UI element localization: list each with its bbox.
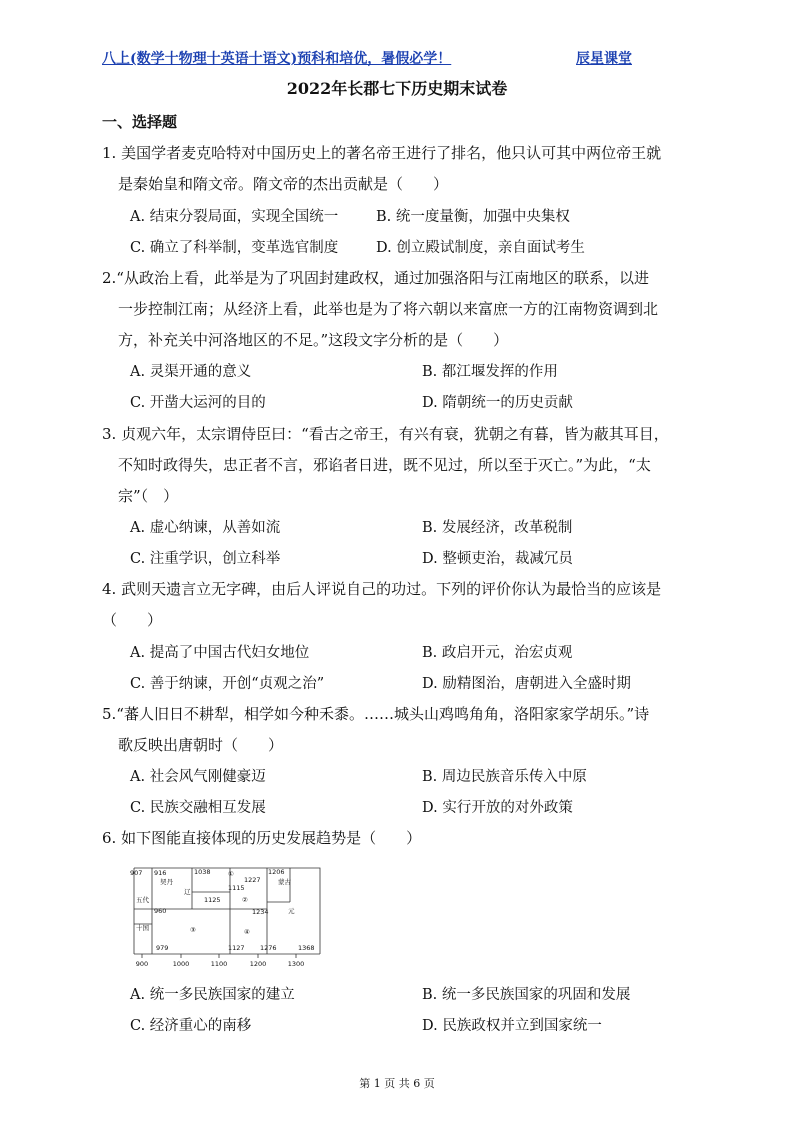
question-4-line-1: 4. 武则天遗言立无字碑，由后人评说自己的功过。下列的评价你认为最恰当的应该是 — [102, 580, 662, 598]
question-3-line-1: 3. 贞观六年，太宗谓侍臣曰：“看古之帝王，有兴有衰，犹朝之有暮，皆为蔽其耳目， — [102, 425, 669, 443]
map-label-circle-3: ③ — [190, 926, 196, 934]
map-label-1276: 1276 — [260, 944, 277, 952]
question-5-option-b: B. 周边民族音乐传入中原 — [422, 769, 587, 785]
map-axis-1100: 1100 — [210, 960, 228, 968]
map-axis-1000: 1000 — [172, 960, 190, 968]
map-axis-1200: 1200 — [249, 960, 267, 968]
map-label-916: 916 — [154, 869, 167, 877]
question-1-option-b: B. 统一度量衡，加强中央集权 — [376, 209, 570, 225]
question-5-option-a: A. 社会风气刚健豪迈 — [130, 769, 266, 785]
map-label-circle-2: ② — [242, 896, 248, 904]
question-6-line-1: 6. 如下图能直接体现的历史发展趋势是（ ） — [102, 829, 422, 847]
map-label-1127: 1127 — [228, 944, 245, 952]
question-2-option-a: A. 灵渠开通的意义 — [130, 364, 252, 380]
question-2-option-d: D. 隋朝统一的历史贡献 — [422, 395, 573, 411]
question-3-option-c: C. 注重学识，创立科举 — [130, 551, 281, 567]
map-label-circle-4: ④ — [244, 928, 250, 936]
question-3-line-3: 宗”（ ） — [118, 487, 179, 505]
question-2-line-3: 方，补充关中河洛地区的不足。”这段文字分析的是（ ） — [118, 331, 509, 349]
section-heading: 一、选择题 — [102, 113, 178, 131]
question-4-option-d: D. 励精图治，唐朝进入全盛时期 — [422, 676, 631, 692]
map-label-yuan: 元 — [288, 907, 295, 915]
map-axis-900: 900 — [135, 960, 149, 968]
map-axis-1300: 1300 — [287, 960, 305, 968]
question-4-option-a: A. 提高了中国古代妇女地位 — [130, 645, 310, 661]
map-label-khitan: 契丹 — [160, 878, 173, 886]
question-1-option-d: D. 创立殿试制度，亲自面试考生 — [376, 240, 585, 256]
question-5-option-d: D. 实行开放的对外政策 — [422, 800, 573, 816]
question-1-option-a: A. 结束分裂局面，实现全国统一 — [130, 209, 339, 225]
question-3-option-a: A. 虚心纳谏，从善如流 — [130, 520, 281, 536]
map-label-1227: 1227 — [244, 876, 261, 884]
question-5-line-2: 歌反映出唐朝时（ ） — [118, 736, 284, 754]
question-6-option-d: D. 民族政权并立到国家统一 — [422, 1018, 602, 1034]
question-6-option-c: C. 经济重心的南移 — [130, 1018, 252, 1034]
map-label-1206: 1206 — [268, 868, 285, 876]
map-label-1234: 1234 — [252, 908, 269, 916]
map-label-979: 979 — [156, 944, 169, 952]
question-2-line-2: 一步控制江南；从经济上看，此举也是为了将六朝以来富庶一方的江南物资调到北 — [118, 300, 659, 318]
question-4-option-c: C. 善于纳谏，开创“贞观之治” — [130, 676, 325, 692]
question-1-line-1: 1. 美国学者麦克哈特对中国历史上的著名帝王进行了排名，他只认可其中两位帝王就 — [102, 144, 662, 162]
banner-right-text: 辰星课堂 — [576, 51, 632, 67]
question-6-option-b: B. 统一多民族国家的巩固和发展 — [422, 987, 631, 1003]
question-2-line-1: 2.“从政治上看，此举是为了巩固封建政权，通过加强洛阳与江南地区的联系，以进 — [102, 269, 649, 287]
question-1-line-2: 是秦始皇和隋文帝。隋文帝的杰出贡献是（ ） — [118, 175, 449, 193]
map-label-1368: 1368 — [298, 944, 315, 952]
question-5-option-c: C. 民族交融相互发展 — [130, 800, 266, 816]
question-3-option-b: B. 发展经济，改革税制 — [422, 520, 573, 536]
map-label-liao: 辽 — [184, 888, 191, 896]
question-2-option-c: C. 开凿大运河的目的 — [130, 395, 266, 411]
question-3-line-2: 不知时政得失，忠正者不言，邪谄者日进，既不见过，所以至于灭亡。”为此，“太 — [118, 456, 651, 474]
map-label-circle-1: ① — [228, 870, 234, 878]
map-label-five-dynasties: 五代 — [136, 896, 149, 904]
map-label-mongol: 蒙古 — [278, 878, 291, 886]
question-2-option-b: B. 都江堰发挥的作用 — [422, 364, 558, 380]
question-5-line-1: 5.“蕃人旧日不耕犁，相学如今种禾黍。……城头山鸡鸣角角，洛阳家家学胡乐。”诗 — [102, 705, 650, 723]
question-1-option-c: C. 确立了科举制，变革选官制度 — [130, 240, 339, 256]
page-footer: 第 1 页 共 6 页 — [359, 1077, 435, 1090]
page-title: 2022年长郡七下历史期末试卷 — [286, 79, 508, 98]
regime-timeline-figure — [130, 862, 325, 970]
map-label-1038: 1038 — [194, 868, 211, 876]
question-3-option-d: D. 整顿吏治，裁减冗员 — [422, 551, 573, 567]
map-label-960: 960 — [154, 907, 167, 915]
question-4-option-b: B. 政启开元，治宏贞观 — [422, 645, 573, 661]
map-label-ten-kingdoms: 十国 — [136, 924, 149, 932]
question-6-option-a: A. 统一多民族国家的建立 — [130, 987, 295, 1003]
map-label-1125: 1125 — [204, 896, 221, 904]
map-label-1115: 1115 — [228, 884, 245, 892]
banner-left-text: 八上(数学十物理十英语十语文)预科和培优，暑假必学！ — [102, 51, 452, 67]
map-label-907: 907 — [130, 869, 143, 877]
promo-banner — [102, 48, 632, 70]
question-4-line-2: （ ） — [102, 611, 163, 629]
